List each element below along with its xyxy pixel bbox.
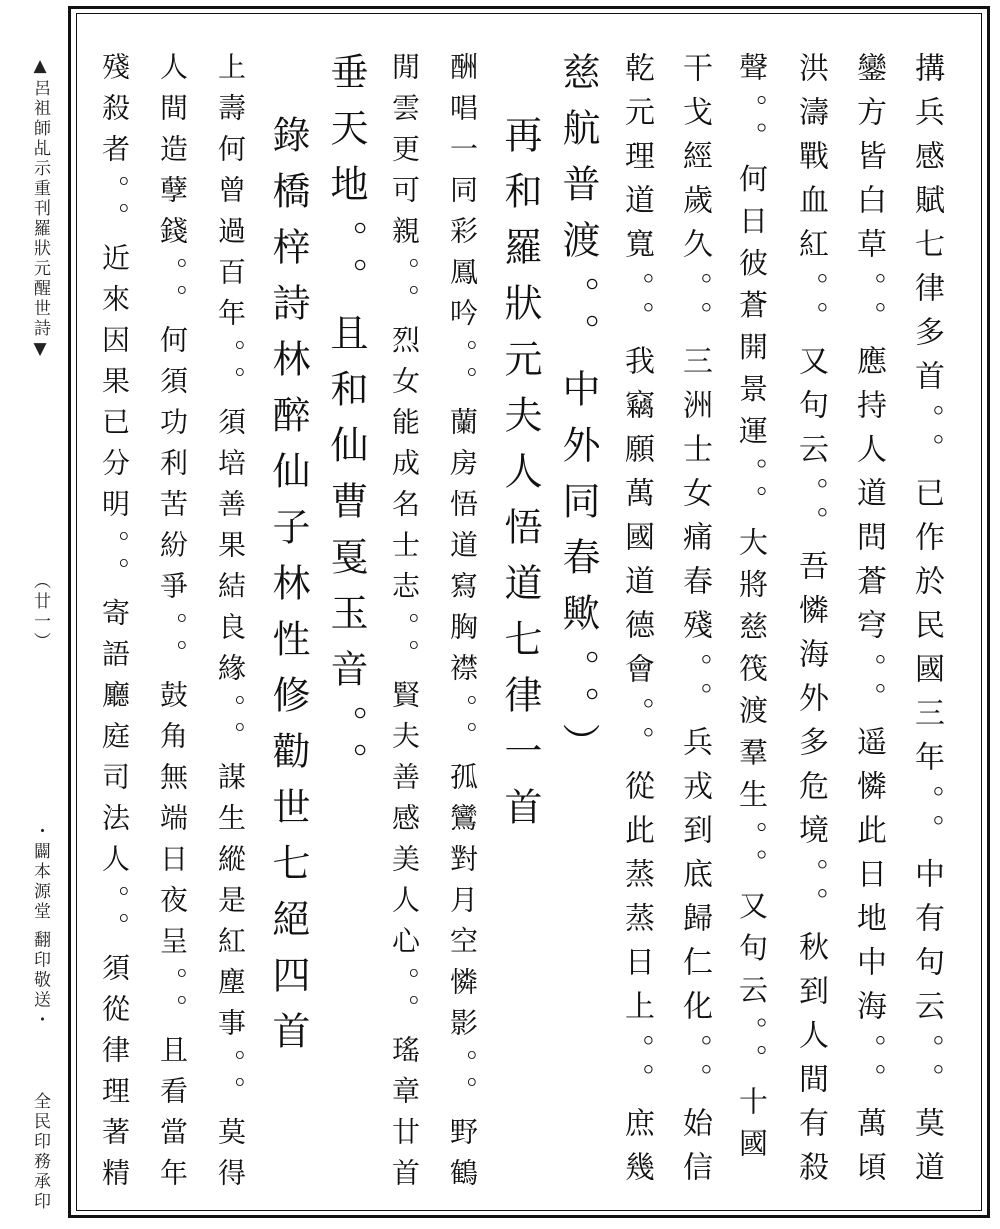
- text-column-15: 殘殺者。。近來因果已分明。。寄語廳庭司法人。。須從律理著精: [98, 52, 131, 1199]
- text-column-6: 乾元理道寬。。我竊願萬國道德會。。從此蒸蒸日上。。庶幾: [619, 52, 654, 1195]
- publisher-note: ・闢本源堂 翻印敬送・: [30, 822, 50, 1031]
- text-column-4: 聲。。何日彼蒼開景運。。大將慈筏渡羣生。。又句云。。十國: [735, 52, 769, 1170]
- text-column-14: 人間造孽錢。。何須功利苦紛爭。。鼓角無端日夜呈。。且看當年: [156, 52, 189, 1199]
- poem-heading-1: 再和羅狀元夫人悟道七律一首: [498, 115, 542, 843]
- text-column-13: 上壽何曾過百年。。須培善果結良緣。。謀生縱是紅塵事。。莫得: [214, 52, 247, 1199]
- page-number: （廿一）: [30, 572, 50, 652]
- text-column-1: 搆兵感賦七律多首。。已作於民國三年。。中有句云。。莫道: [909, 52, 944, 1195]
- text-column-5: 干戈經歲久。。三洲士女痛春殘。。兵戎到底歸仁化。。始信: [677, 52, 712, 1195]
- text-column-9: 酬唱一同彩鳳吟。。蘭房悟道寫胸襟。。孤鸞對月空憐影。。野鶴: [446, 52, 479, 1199]
- text-column-3: 洪濤戰血紅。。又句云。。吾憐海外多危境。。秋到人間有殺: [793, 52, 828, 1195]
- printer-note: 全民印務承印: [30, 1092, 50, 1212]
- text-column-10: 閒雲更可親。。烈女能成名士志。。賢夫善感美人心。。瑤章廿首: [388, 52, 421, 1199]
- book-title: ▲呂祖師乩示重刊羅狀元醒世詩▼: [30, 56, 50, 362]
- text-column-2: 鑾方皆白草。。應持人道問蒼穹。。遥憐此日地中海。。萬頃: [851, 52, 886, 1195]
- text-column-11: 垂天地。。且和仙曹戛玉音。。: [324, 52, 368, 798]
- poem-heading-2: 錄橋梓詩林醉仙子林性修勸世七絕四首: [266, 115, 310, 1067]
- text-column-7: 慈航普渡。。中外同春歟。。）: [556, 52, 600, 779]
